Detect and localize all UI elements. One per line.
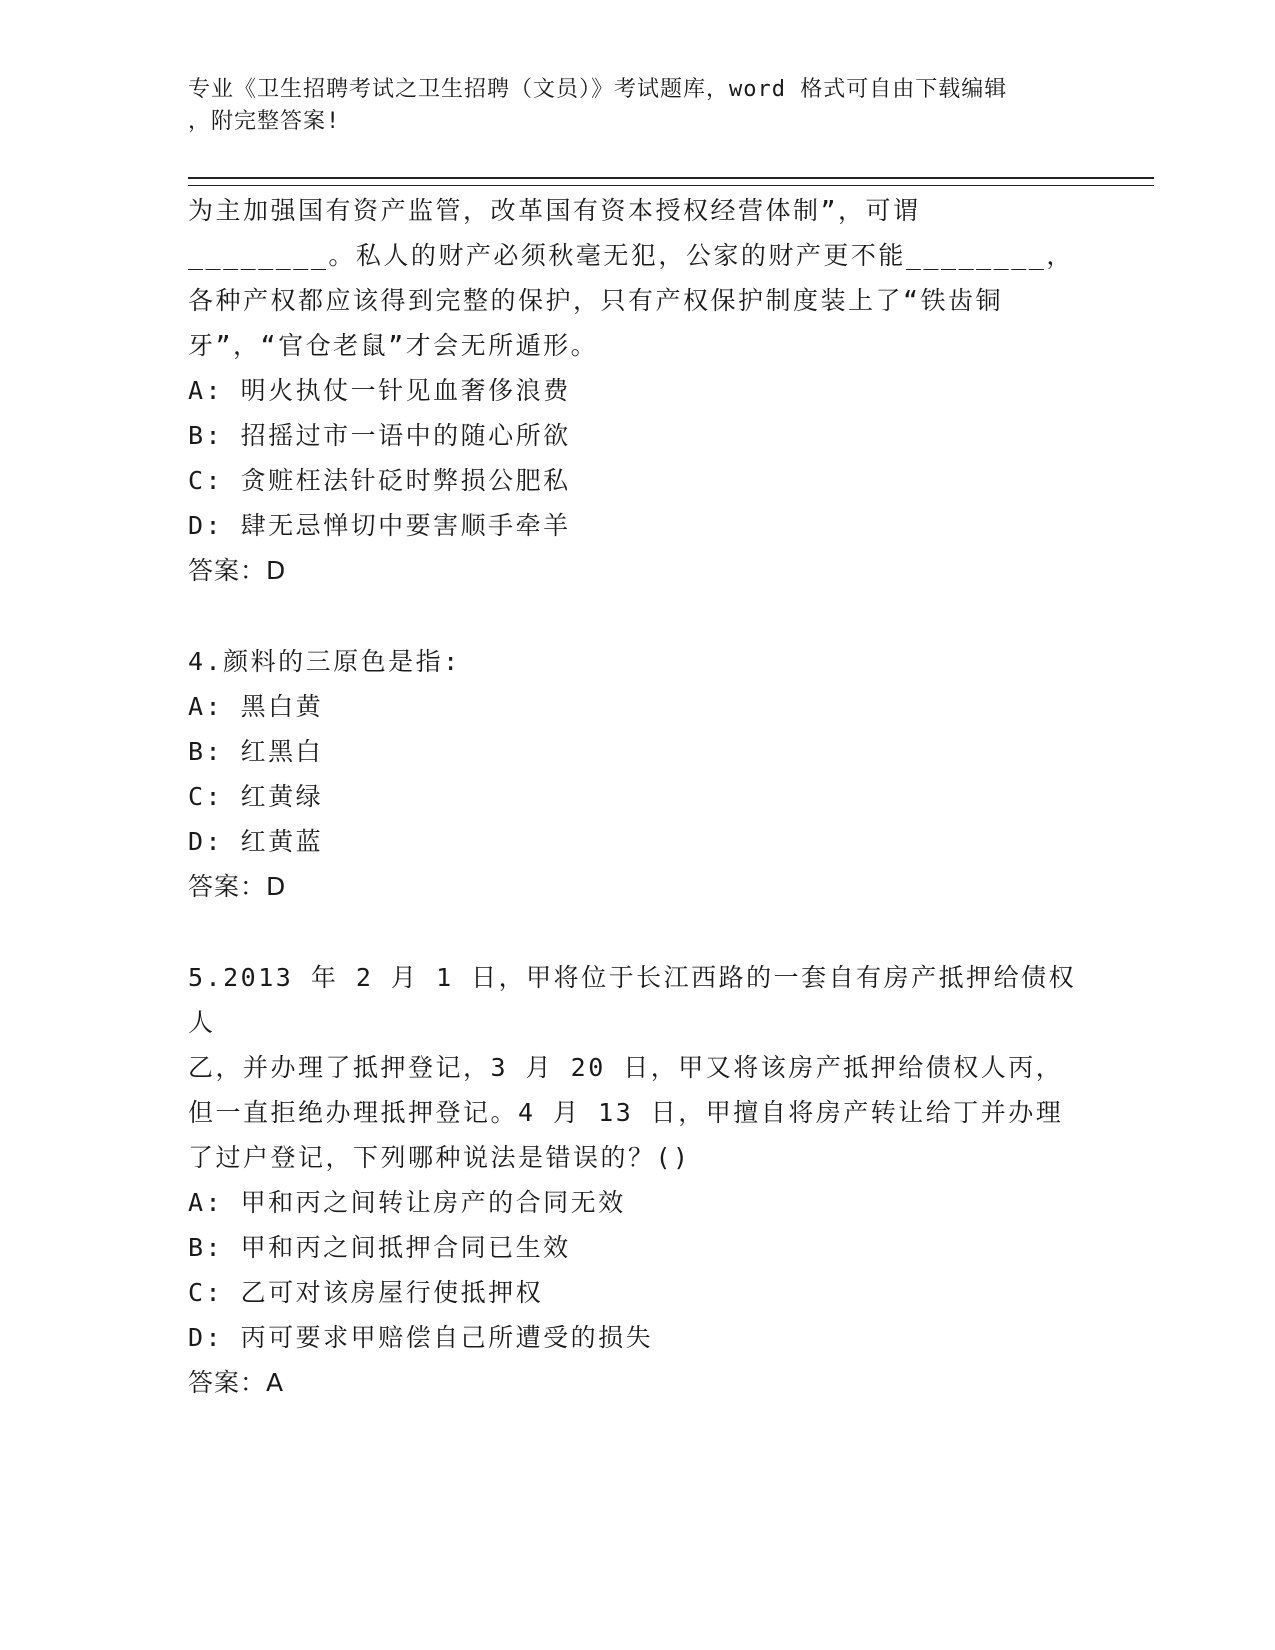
stem-line: 为主加强国有资产监管，改革国有资本授权经营体制”，可谓 [188,196,921,225]
option-text: 甲和丙之间转让房产的合同无效 [240,1188,626,1217]
option-text: 乙可对该房屋行使抵押权 [240,1278,544,1307]
stem-line: 各种产权都应该得到完整的保护，只有产权保护制度装上了“铁齿铜 [188,286,1004,315]
option-text: 丙可要求甲赔偿自己所遭受的损失 [240,1323,654,1352]
option-d [188,819,1088,864]
option-text: 甲和丙之间抵押合同已生效 [240,1233,571,1262]
option-b [188,1225,1088,1270]
option-letter: A: [188,1188,224,1217]
option-letter: D: [188,827,224,856]
question-3-stem [188,188,1088,368]
option-text: 红黄绿 [240,782,324,811]
stem-line: ________。私人的财产必须秋毫无犯，公家的财产更不能________， [188,241,1074,270]
option-text: 贪赃枉法针砭时弊损公肥私 [240,466,571,495]
option-text: 招摇过市一语中的随心所欲 [240,421,571,450]
header-divider [188,177,1154,186]
question-5 [188,955,1088,1405]
option-text: 红黑白 [240,737,324,766]
option-text: 红黄蓝 [240,827,324,856]
option-letter: C: [188,466,224,495]
header-title-line1: 专业《卫生招聘考试之卫生招聘（文员）》考试题库，word 格式可自由下载编辑 [188,77,1008,102]
option-letter: B: [188,421,224,450]
question-3-answer: 答案：D [188,556,287,585]
stem-line: 5.2013 年 2 月 1 日，甲将位于长江西路的一套自有房产抵押给债权人 [188,963,1077,1037]
spacer [188,593,1088,639]
question-5-answer: 答案：A [188,1368,285,1397]
option-letter: B: [188,737,224,766]
option-letter: C: [188,1278,224,1307]
option-letter: C: [188,782,224,811]
option-letter: D: [188,511,224,540]
option-letter: A: [188,376,224,405]
stem-line: 但一直拒绝办理抵押登记。4 月 13 日，甲擅自将房产转让给丁并办理 [188,1098,1064,1127]
question-4-answer: 答案：D [188,872,287,901]
option-b [188,413,1088,458]
option-letter: D: [188,1323,224,1352]
question-4 [188,639,1088,909]
stem-line: 牙”，“官仓老鼠”才会无所遁形。 [188,331,599,360]
option-b [188,729,1088,774]
header-title-line2: ，附完整答案! [188,109,341,134]
option-d [188,503,1088,548]
page-header [188,74,1088,138]
question-3 [188,188,1088,593]
option-text: 明火执仗一针见血奢侈浪费 [240,376,571,405]
option-text: 肆无忌惮切中要害顺手牵羊 [240,511,571,540]
spacer [188,909,1088,955]
option-d [188,1315,1088,1360]
option-letter: A: [188,692,224,721]
stem-line: 了过户登记，下列哪种说法是错误的？() [188,1143,691,1172]
option-a [188,684,1088,729]
option-a [188,1180,1088,1225]
option-c [188,458,1088,503]
document-body [188,188,1088,1405]
option-text: 黑白黄 [240,692,324,721]
stem-line: 乙，并办理了抵押登记，3 月 20 日，甲又将该房产抵押给债权人丙， [188,1053,1064,1082]
option-a [188,368,1088,413]
option-c [188,1270,1088,1315]
option-c [188,774,1088,819]
option-letter: B: [188,1233,224,1262]
question-4-stem: 4.颜料的三原色是指: [188,647,461,676]
question-5-stem [188,955,1088,1180]
